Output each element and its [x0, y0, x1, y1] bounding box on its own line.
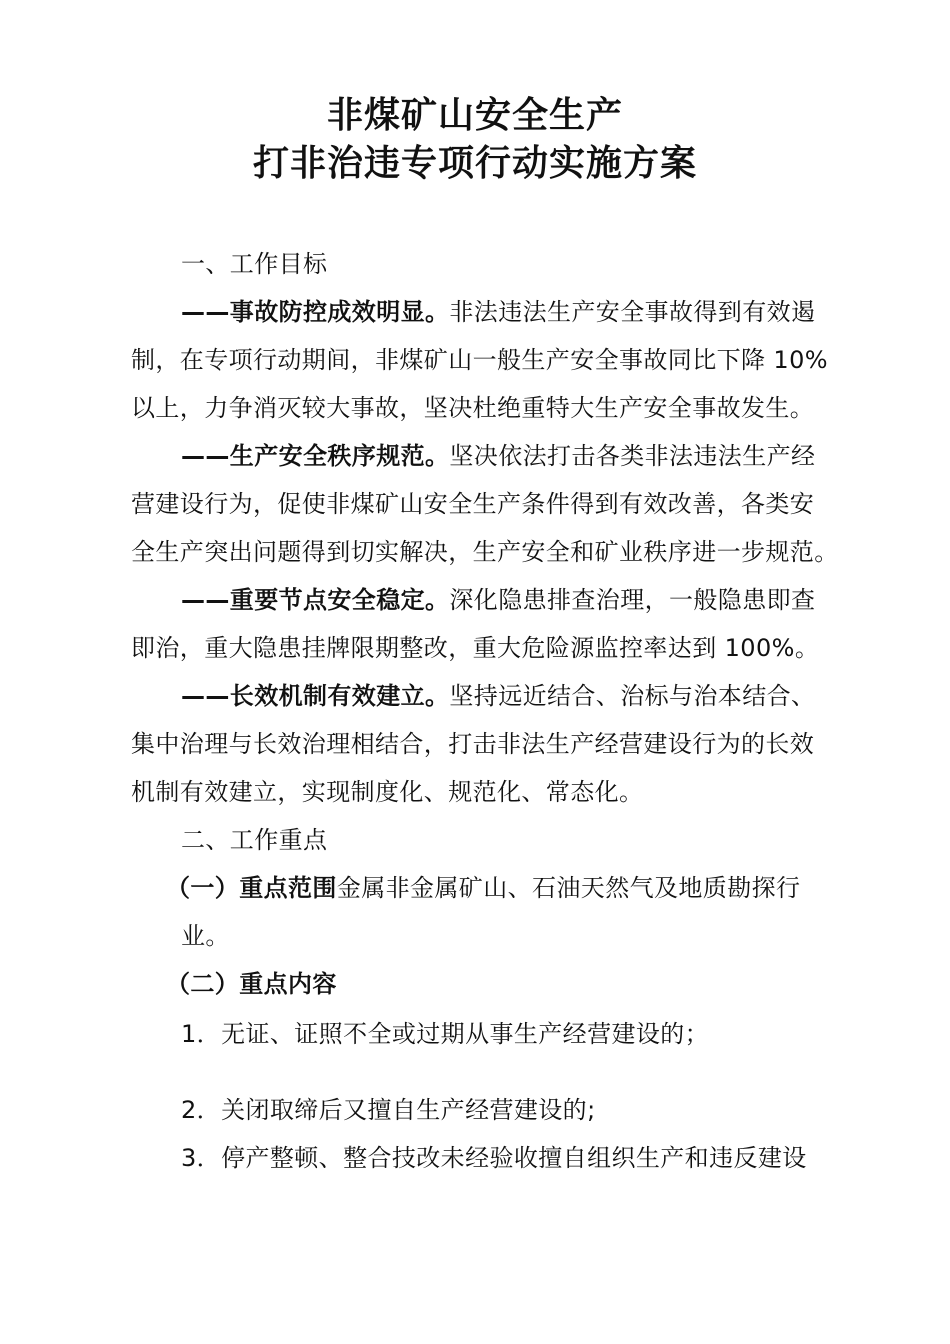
goal-3-text: 深化隐患排查治理，一般隐患即查	[449, 586, 816, 614]
list-item-2: 2．关闭取缔后又擅自生产经营建设的;	[181, 1096, 596, 1124]
goal-2-paragraph-line-1	[181, 440, 881, 472]
goal-2-text: 坚决依法打击各类非法违法生产经	[449, 442, 816, 470]
goal-2-line-2: 营建设行为，促使非煤矿山安全生产条件得到有效改善，各类安	[131, 490, 815, 518]
section-2-heading: 二、工作重点	[181, 826, 328, 854]
list-item-1: 1．无证、证照不全或过期从事生产经营建设的；	[181, 1020, 710, 1048]
goal-3-line-2: 即治，重大隐患挂牌限期整改，重大危险源监控率达到 100%。	[131, 634, 820, 662]
document-title-line-2: 打非治违专项行动实施方案	[252, 143, 697, 184]
goal-4-text: 坚持远近结合、治标与治本结合、	[449, 682, 816, 710]
goal-3-paragraph-line-1	[181, 584, 881, 616]
content-heading: （二）重点内容	[166, 970, 337, 998]
goal-4-paragraph-line-1	[181, 680, 881, 712]
scope-title: （一）重点范围	[166, 874, 337, 902]
goal-2-line-3: 全生产突出问题得到切实解决，生产安全和矿业秩序进一步规范。	[131, 538, 839, 566]
goal-2-title: ——生产安全秩序规范。	[181, 442, 450, 470]
document-title-line-1: 非煤矿山安全生产	[326, 95, 623, 136]
goal-4-title: ——长效机制有效建立。	[181, 682, 450, 710]
goal-4-line-3: 机制有效建立，实现制度化、规范化、常态化。	[131, 778, 644, 806]
goal-1-line-2: 制，在专项行动期间，非煤矿山一般生产安全事故同比下降 10%	[131, 346, 828, 374]
goal-3-title: ——重要节点安全稳定。	[181, 586, 450, 614]
scope-line-2: 业。	[181, 922, 230, 950]
list-item-3: 3．停产整顿、整合技改未经验收擅自组织生产和违反建设	[181, 1144, 807, 1172]
scope-paragraph-line-1	[166, 872, 866, 904]
goal-1-title: ——事故防控成效明显。	[181, 298, 450, 326]
goal-1-line-3: 以上，力争消灭较大事故，坚决杜绝重特大生产安全事故发生。	[131, 394, 815, 422]
goal-1-text: 非法违法生产安全事故得到有效遏	[449, 298, 816, 326]
scope-text: 金属非金属矿山、石油天然气及地质勘探行	[336, 874, 801, 902]
section-1-heading: 一、工作目标	[181, 250, 328, 278]
goal-4-line-2: 集中治理与长效治理相结合，打击非法生产经营建设行为的长效	[131, 730, 815, 758]
goal-1-paragraph-line-1	[181, 296, 881, 328]
